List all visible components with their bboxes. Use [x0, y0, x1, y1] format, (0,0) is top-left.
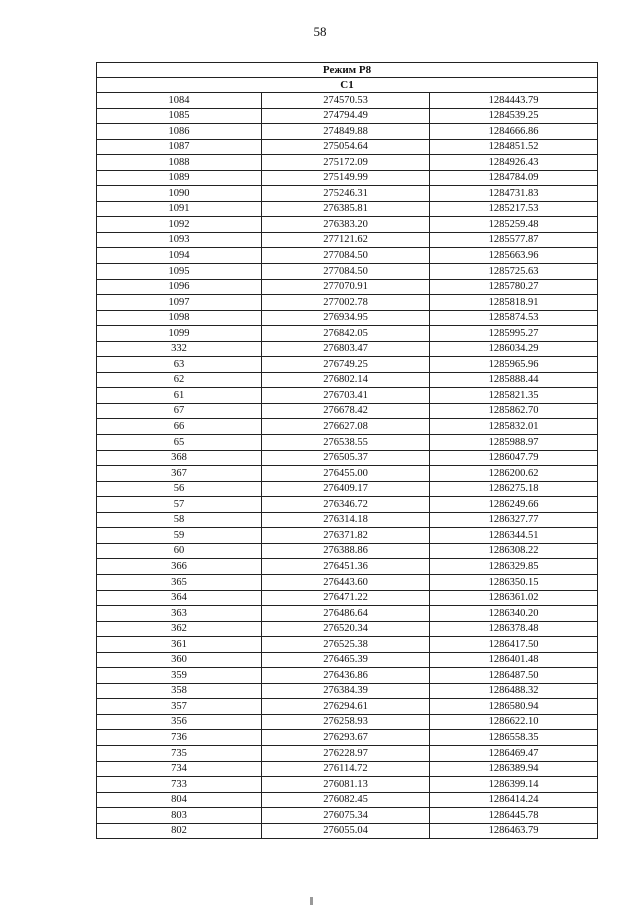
point-number-cell: 734	[97, 761, 262, 777]
point-number-cell: 58	[97, 512, 262, 528]
table-row	[97, 652, 598, 668]
point-number-cell: 364	[97, 590, 262, 606]
point-number-cell: 67	[97, 403, 262, 419]
table-row	[97, 777, 598, 793]
table-subtitle-row	[97, 78, 598, 93]
table-row	[97, 326, 598, 342]
table-row	[97, 606, 598, 622]
point-number-cell: 1086	[97, 124, 262, 140]
x-coordinate-cell: 276465.39	[262, 652, 430, 668]
x-coordinate-cell: 276114.72	[262, 761, 430, 777]
y-coordinate-cell: 1286361.02	[430, 590, 598, 606]
point-number-cell: 1099	[97, 326, 262, 342]
x-coordinate-cell: 276525.38	[262, 637, 430, 653]
x-coordinate-cell: 276383.20	[262, 217, 430, 233]
table-row	[97, 388, 598, 404]
table-row	[97, 170, 598, 186]
point-number-cell: 1088	[97, 155, 262, 171]
y-coordinate-cell: 1285988.97	[430, 435, 598, 451]
x-coordinate-cell: 276934.95	[262, 310, 430, 326]
point-number-cell: 332	[97, 341, 262, 357]
x-coordinate-cell: 274794.49	[262, 108, 430, 124]
table-row	[97, 124, 598, 140]
y-coordinate-cell: 1285725.63	[430, 264, 598, 280]
point-number-cell: 802	[97, 823, 262, 839]
point-number-cell: 1085	[97, 108, 262, 124]
y-coordinate-cell: 1285259.48	[430, 217, 598, 233]
y-coordinate-cell: 1284443.79	[430, 93, 598, 109]
x-coordinate-cell: 274849.88	[262, 124, 430, 140]
x-coordinate-cell: 276258.93	[262, 714, 430, 730]
table-row	[97, 668, 598, 684]
y-coordinate-cell: 1286249.66	[430, 497, 598, 513]
table-row	[97, 264, 598, 280]
table-row	[97, 232, 598, 248]
table-row	[97, 139, 598, 155]
x-coordinate-cell: 276749.25	[262, 357, 430, 373]
table-row	[97, 155, 598, 171]
y-coordinate-cell: 1286580.94	[430, 699, 598, 715]
x-coordinate-cell: 276627.08	[262, 419, 430, 435]
x-coordinate-cell: 277084.50	[262, 264, 430, 280]
point-number-cell: 1084	[97, 93, 262, 109]
y-coordinate-cell: 1286469.47	[430, 745, 598, 761]
point-number-cell: 360	[97, 652, 262, 668]
table-row	[97, 761, 598, 777]
table-row	[97, 497, 598, 513]
point-number-cell: 736	[97, 730, 262, 746]
x-coordinate-cell: 276520.34	[262, 621, 430, 637]
y-coordinate-cell: 1284666.86	[430, 124, 598, 140]
y-coordinate-cell: 1286378.48	[430, 621, 598, 637]
y-coordinate-cell: 1286340.20	[430, 606, 598, 622]
point-number-cell: 60	[97, 543, 262, 559]
y-coordinate-cell: 1286558.35	[430, 730, 598, 746]
y-coordinate-cell: 1286275.18	[430, 481, 598, 497]
y-coordinate-cell: 1284731.83	[430, 186, 598, 202]
coordinates-table	[96, 62, 598, 839]
x-coordinate-cell: 275172.09	[262, 155, 430, 171]
table-row	[97, 217, 598, 233]
point-number-cell: 66	[97, 419, 262, 435]
x-coordinate-cell: 276471.22	[262, 590, 430, 606]
table-row	[97, 683, 598, 699]
table-row	[97, 481, 598, 497]
table-row	[97, 295, 598, 311]
table-title-row	[97, 63, 598, 78]
table-row	[97, 714, 598, 730]
point-number-cell: 804	[97, 792, 262, 808]
table-row	[97, 792, 598, 808]
table-row	[97, 357, 598, 373]
point-number-cell: 1093	[97, 232, 262, 248]
point-number-cell: 59	[97, 528, 262, 544]
table-row	[97, 310, 598, 326]
y-coordinate-cell: 1285874.53	[430, 310, 598, 326]
x-coordinate-cell: 276436.86	[262, 668, 430, 684]
x-coordinate-cell: 276803.47	[262, 341, 430, 357]
x-coordinate-cell: 274570.53	[262, 93, 430, 109]
table-row	[97, 93, 598, 109]
table-row	[97, 341, 598, 357]
y-coordinate-cell: 1285217.53	[430, 201, 598, 217]
x-coordinate-cell: 276451.36	[262, 559, 430, 575]
table-row	[97, 108, 598, 124]
y-coordinate-cell: 1285995.27	[430, 326, 598, 342]
table-row	[97, 621, 598, 637]
table-title: Режим Р8	[97, 63, 598, 78]
point-number-cell: 1095	[97, 264, 262, 280]
x-coordinate-cell: 276228.97	[262, 745, 430, 761]
point-number-cell: 1089	[97, 170, 262, 186]
x-coordinate-cell: 276703.41	[262, 388, 430, 404]
table-row	[97, 419, 598, 435]
y-coordinate-cell: 1286414.24	[430, 792, 598, 808]
point-number-cell: 1087	[97, 139, 262, 155]
y-coordinate-cell: 1285780.27	[430, 279, 598, 295]
x-coordinate-cell: 276055.04	[262, 823, 430, 839]
point-number-cell: 362	[97, 621, 262, 637]
y-coordinate-cell: 1285663.96	[430, 248, 598, 264]
y-coordinate-cell: 1286399.14	[430, 777, 598, 793]
point-number-cell: 1091	[97, 201, 262, 217]
page-number: 58	[313, 24, 327, 39]
x-coordinate-cell: 276371.82	[262, 528, 430, 544]
point-number-cell: 363	[97, 606, 262, 622]
y-coordinate-cell: 1286344.51	[430, 528, 598, 544]
y-coordinate-cell: 1286389.94	[430, 761, 598, 777]
x-coordinate-cell: 276346.72	[262, 497, 430, 513]
table-row	[97, 201, 598, 217]
y-coordinate-cell: 1284539.25	[430, 108, 598, 124]
point-number-cell: 1096	[97, 279, 262, 295]
table-row	[97, 699, 598, 715]
x-coordinate-cell: 276082.45	[262, 792, 430, 808]
point-number-cell: 63	[97, 357, 262, 373]
y-coordinate-cell: 1286401.48	[430, 652, 598, 668]
table-row	[97, 372, 598, 388]
y-coordinate-cell: 1285862.70	[430, 403, 598, 419]
y-coordinate-cell: 1286308.22	[430, 543, 598, 559]
table-row	[97, 279, 598, 295]
point-number-cell: 366	[97, 559, 262, 575]
point-number-cell: 1092	[97, 217, 262, 233]
y-coordinate-cell: 1286350.15	[430, 574, 598, 590]
x-coordinate-cell: 277084.50	[262, 248, 430, 264]
y-coordinate-cell: 1285965.96	[430, 357, 598, 373]
y-coordinate-cell: 1285832.01	[430, 419, 598, 435]
table-row	[97, 543, 598, 559]
table-row	[97, 512, 598, 528]
y-coordinate-cell: 1286463.79	[430, 823, 598, 839]
y-coordinate-cell: 1285888.44	[430, 372, 598, 388]
y-coordinate-cell: 1286327.77	[430, 512, 598, 528]
table-row	[97, 528, 598, 544]
x-coordinate-cell: 276384.39	[262, 683, 430, 699]
table-row	[97, 590, 598, 606]
y-coordinate-cell: 1284851.52	[430, 139, 598, 155]
y-coordinate-cell: 1286487.50	[430, 668, 598, 684]
y-coordinate-cell: 1286047.79	[430, 450, 598, 466]
point-number-cell: 368	[97, 450, 262, 466]
point-number-cell: 358	[97, 683, 262, 699]
table-row	[97, 466, 598, 482]
y-coordinate-cell: 1286622.10	[430, 714, 598, 730]
x-coordinate-cell: 276294.61	[262, 699, 430, 715]
point-number-cell: 361	[97, 637, 262, 653]
point-number-cell: 1090	[97, 186, 262, 202]
table-row	[97, 186, 598, 202]
x-coordinate-cell: 277002.78	[262, 295, 430, 311]
x-coordinate-cell: 276678.42	[262, 403, 430, 419]
point-number-cell: 356	[97, 714, 262, 730]
table-row	[97, 574, 598, 590]
table-row	[97, 248, 598, 264]
x-coordinate-cell: 276314.18	[262, 512, 430, 528]
y-coordinate-cell: 1286445.78	[430, 808, 598, 824]
point-number-cell: 56	[97, 481, 262, 497]
table-row	[97, 559, 598, 575]
y-coordinate-cell: 1286488.32	[430, 683, 598, 699]
table-row	[97, 730, 598, 746]
scan-mark	[310, 897, 313, 905]
table-row	[97, 450, 598, 466]
point-number-cell: 357	[97, 699, 262, 715]
x-coordinate-cell: 276443.60	[262, 574, 430, 590]
point-number-cell: 1098	[97, 310, 262, 326]
y-coordinate-cell: 1286329.85	[430, 559, 598, 575]
table-row	[97, 745, 598, 761]
x-coordinate-cell: 276409.17	[262, 481, 430, 497]
x-coordinate-cell: 276388.86	[262, 543, 430, 559]
point-number-cell: 803	[97, 808, 262, 824]
x-coordinate-cell: 275149.99	[262, 170, 430, 186]
point-number-cell: 733	[97, 777, 262, 793]
x-coordinate-cell: 276081.13	[262, 777, 430, 793]
point-number-cell: 1097	[97, 295, 262, 311]
x-coordinate-cell: 275246.31	[262, 186, 430, 202]
x-coordinate-cell: 276385.81	[262, 201, 430, 217]
point-number-cell: 359	[97, 668, 262, 684]
table-row	[97, 823, 598, 839]
y-coordinate-cell: 1285821.35	[430, 388, 598, 404]
table-row	[97, 435, 598, 451]
table-subtitle: С1	[97, 78, 598, 93]
point-number-cell: 61	[97, 388, 262, 404]
y-coordinate-cell: 1286417.50	[430, 637, 598, 653]
x-coordinate-cell: 276455.00	[262, 466, 430, 482]
y-coordinate-cell: 1284926.43	[430, 155, 598, 171]
point-number-cell: 65	[97, 435, 262, 451]
x-coordinate-cell: 276293.67	[262, 730, 430, 746]
x-coordinate-cell: 277121.62	[262, 232, 430, 248]
x-coordinate-cell: 275054.64	[262, 139, 430, 155]
y-coordinate-cell: 1286200.62	[430, 466, 598, 482]
table-row	[97, 637, 598, 653]
x-coordinate-cell: 276842.05	[262, 326, 430, 342]
y-coordinate-cell: 1284784.09	[430, 170, 598, 186]
y-coordinate-cell: 1286034.29	[430, 341, 598, 357]
x-coordinate-cell: 276505.37	[262, 450, 430, 466]
x-coordinate-cell: 276802.14	[262, 372, 430, 388]
point-number-cell: 57	[97, 497, 262, 513]
x-coordinate-cell: 276486.64	[262, 606, 430, 622]
x-coordinate-cell: 276538.55	[262, 435, 430, 451]
table-row	[97, 403, 598, 419]
x-coordinate-cell: 276075.34	[262, 808, 430, 824]
y-coordinate-cell: 1285818.91	[430, 295, 598, 311]
table-row	[97, 808, 598, 824]
x-coordinate-cell: 277070.91	[262, 279, 430, 295]
point-number-cell: 735	[97, 745, 262, 761]
point-number-cell: 1094	[97, 248, 262, 264]
y-coordinate-cell: 1285577.87	[430, 232, 598, 248]
point-number-cell: 367	[97, 466, 262, 482]
point-number-cell: 62	[97, 372, 262, 388]
point-number-cell: 365	[97, 574, 262, 590]
